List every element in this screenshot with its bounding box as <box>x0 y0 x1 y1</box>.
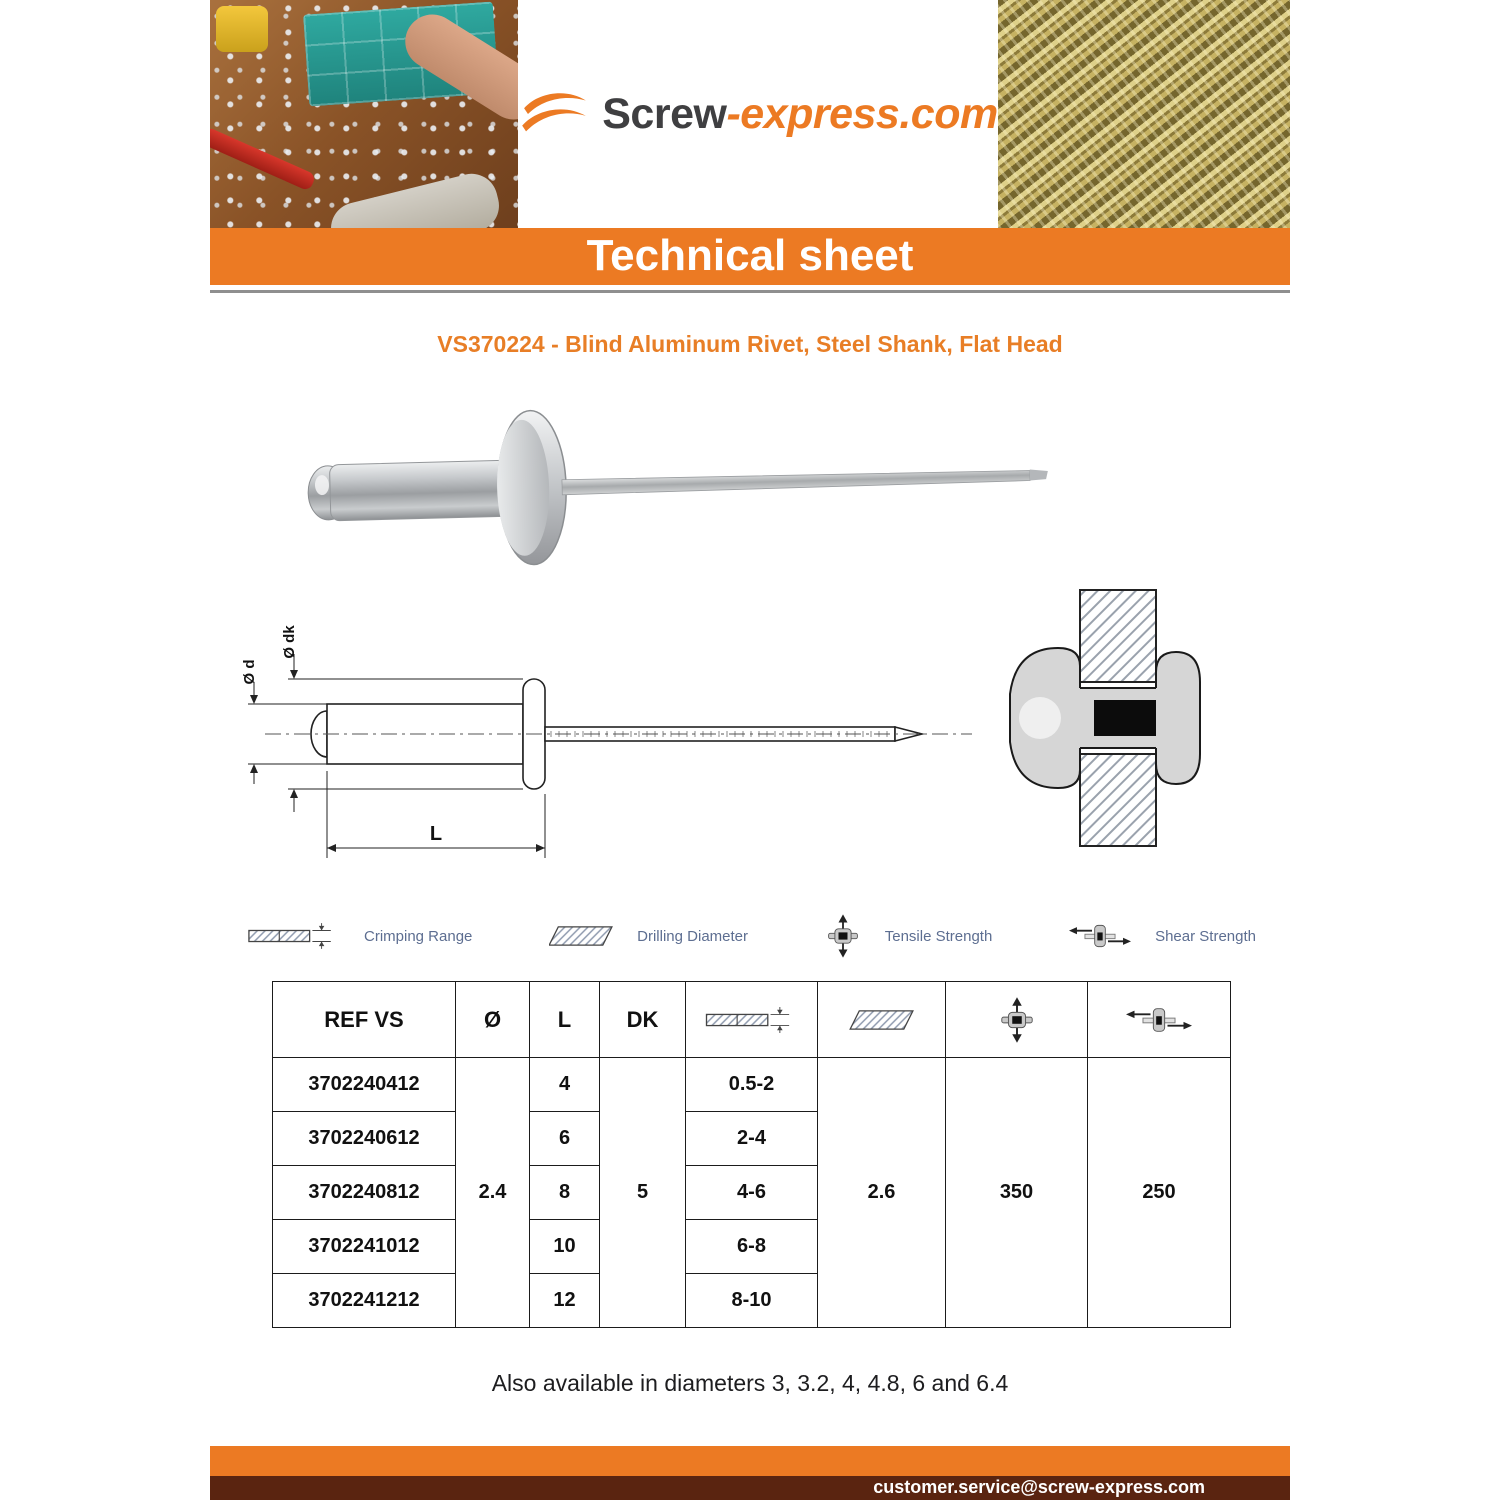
screw-swoosh-icon <box>518 87 590 141</box>
crimping-range-icon <box>248 923 340 949</box>
ref-cell: 3702241212 <box>273 1274 456 1328</box>
length-cell: 6 <box>530 1112 600 1166</box>
crimp-cell: 6-8 <box>686 1220 818 1274</box>
banner-underline <box>210 290 1290 293</box>
tensile-strength-icon <box>825 914 861 958</box>
crimp-cell: 8-10 <box>686 1274 818 1328</box>
drilling-diameter-icon <box>849 1010 915 1030</box>
shear-strength-icon <box>1126 1005 1192 1035</box>
tensile-strength-icon <box>998 996 1036 1044</box>
screwdriver-shape <box>210 126 316 191</box>
header-banner <box>210 0 1290 228</box>
shear-strength-icon <box>1069 922 1131 950</box>
brand-secondary: -express.com <box>726 89 998 138</box>
availability-note: Also available in diameters 3, 3.2, 4, 4.8, 6 and 6.4 <box>491 1370 1009 1396</box>
legend-label: Drilling Diameter <box>637 927 748 945</box>
table-header-row <box>273 982 1231 1058</box>
ref-cell: 3702240812 <box>273 1166 456 1220</box>
header-shear-strength <box>1088 982 1231 1058</box>
header-crimping-range <box>686 982 818 1058</box>
length-cell: 8 <box>530 1166 600 1220</box>
header-tensile-strength <box>946 982 1088 1058</box>
header-ref: REF VS <box>273 982 456 1058</box>
header-diameter: Ø <box>456 982 530 1058</box>
header-photo-screws <box>998 0 1290 228</box>
footer <box>210 1446 1290 1500</box>
logo <box>518 0 997 228</box>
length-cell: 10 <box>530 1220 600 1274</box>
technical-drawing <box>210 586 1290 901</box>
legend-label: Shear Strength <box>1155 927 1256 945</box>
crimping-range-icon <box>704 1007 800 1033</box>
footer-dark-bar <box>210 1476 1290 1500</box>
arm-shape <box>326 168 505 228</box>
ref-cell: 3702240612 <box>273 1112 456 1166</box>
header-dk: DK <box>600 982 686 1058</box>
diameter-cell: 2.4 <box>456 1058 530 1328</box>
rivet-photo-shape <box>306 397 1050 570</box>
drill-cell: 2.6 <box>818 1058 946 1328</box>
footer-email[interactable]: customer.service@screw-express.com <box>873 1477 1205 1497</box>
installed-rivet-section <box>1010 590 1200 846</box>
length-cell: 4 <box>530 1058 600 1112</box>
table-row <box>273 1058 1231 1112</box>
brand-primary: Screw <box>602 89 727 138</box>
legend-label: Tensile Strength <box>884 927 993 945</box>
legend-item-drilling-diameter <box>549 926 748 946</box>
crimp-cell: 0.5-2 <box>686 1058 818 1112</box>
legend-item-tensile-strength <box>825 914 993 958</box>
spec-table <box>272 981 1231 1328</box>
crimp-cell: 4-6 <box>686 1166 818 1220</box>
legend <box>210 911 1290 961</box>
product-photo <box>210 382 1290 582</box>
measuring-tape-shape <box>216 6 268 52</box>
dim-head-diameter-label: Ø dk <box>281 625 298 659</box>
dk-cell: 5 <box>600 1058 686 1328</box>
crimp-cell: 2-4 <box>686 1112 818 1166</box>
drilling-diameter-icon <box>549 926 613 946</box>
legend-item-crimping-range <box>248 923 472 949</box>
footer-orange-bar <box>210 1446 1290 1476</box>
banner-title: Technical sheet <box>210 228 1290 285</box>
header-length: L <box>530 982 600 1058</box>
legend-label: Crimping Range <box>364 927 473 945</box>
dim-length-label: L <box>429 823 443 845</box>
logo-text <box>602 90 997 139</box>
tensile-cell: 350 <box>946 1058 1088 1328</box>
dim-body-diameter-label: Ø d <box>241 659 258 685</box>
ref-cell: 3702241012 <box>273 1220 456 1274</box>
ref-cell: 3702240412 <box>273 1058 456 1112</box>
header-photo-workbench <box>210 0 518 228</box>
shear-cell: 250 <box>1088 1058 1231 1328</box>
header-drilling-diameter <box>818 982 946 1058</box>
product-title: VS370224 - Blind Aluminum Rivet, Steel Shank, Flat Head <box>437 331 1063 357</box>
length-cell: 12 <box>530 1274 600 1328</box>
legend-item-shear-strength <box>1069 922 1256 950</box>
